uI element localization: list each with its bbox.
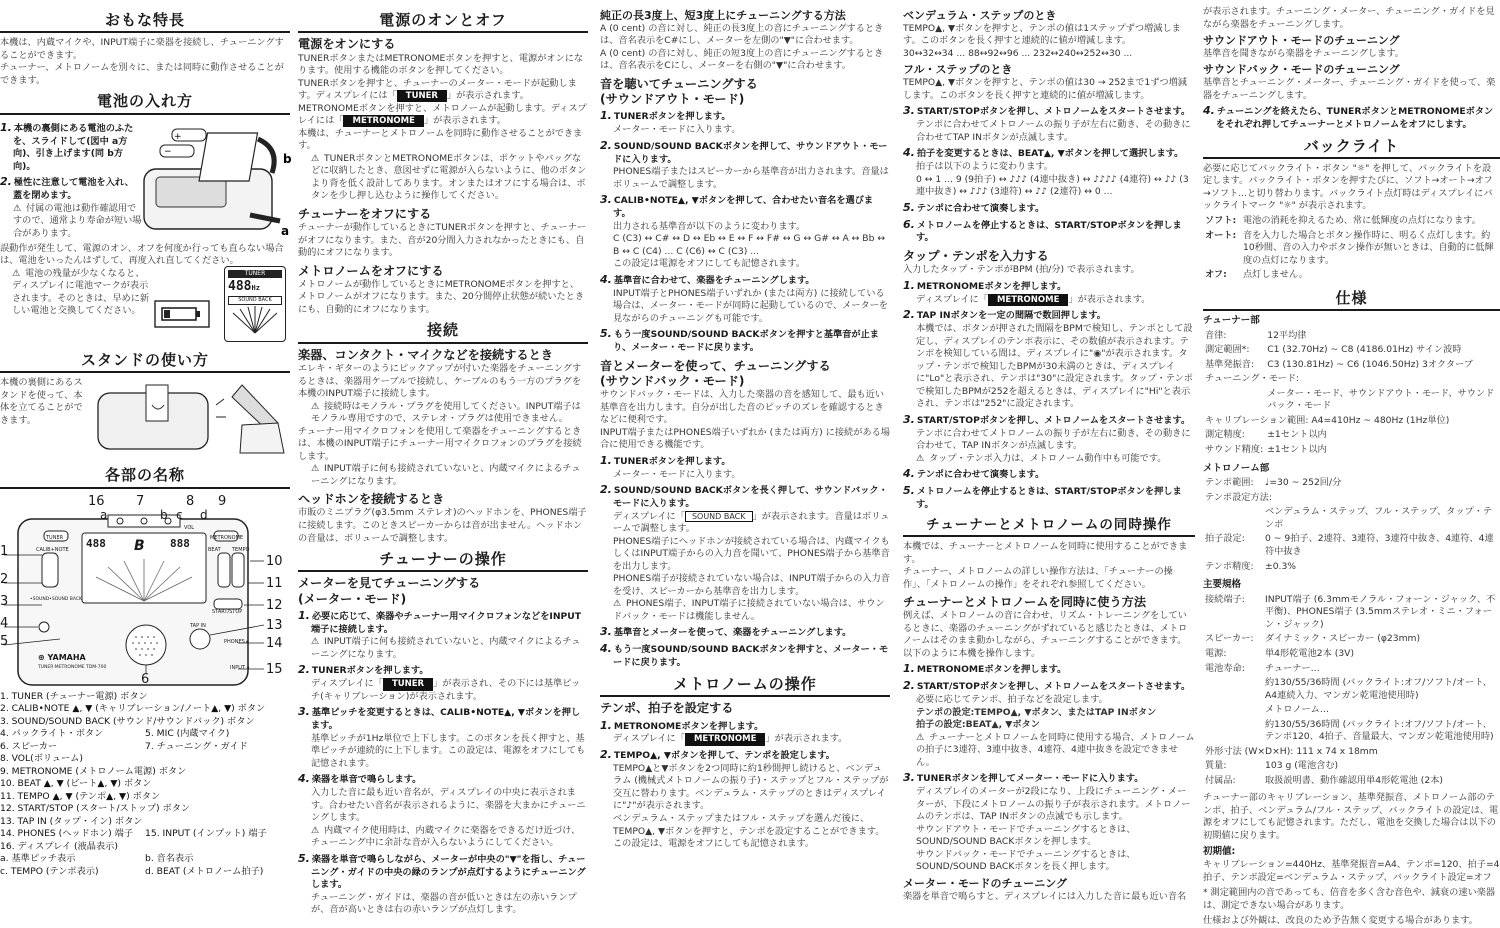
- paragraph: メーター・モードに入ります。: [613, 468, 741, 480]
- spec-group-title: チューナー部: [1203, 314, 1260, 326]
- list-item: a. 基準ピッチ表示: [0, 853, 76, 865]
- step: 2. SOUND/SOUND BACKボタンを長く押して、サウンドバック・モードに入ります。: [600, 483, 888, 510]
- warning-icon: ⚠: [916, 452, 925, 464]
- step: 4. 基準音に合わせて、楽器をチューニングします。: [600, 272, 815, 286]
- paragraph: チューナー部のキャリブレーション、基準発振音、メトロノーム部のテンポ、拍子、ベンデュラム/フル・ステップ、バックライトの設定は、電源をオフにしても記憶されます。ただし、電池を交換した場合は以下の初期値に戻ります。: [1203, 792, 1499, 841]
- svg-text:−: −: [164, 146, 172, 157]
- table-row: オフ: 点灯しません。: [1205, 269, 1308, 281]
- heading-stand: スタンドの使い方: [0, 350, 290, 373]
- note: ⚠ 接続時はモノラル・プラグを使用してください。INPUT端子はモノラル専用ですので、ステレオ・プラグは使用できません。: [311, 400, 581, 425]
- stand-illustration: [92, 377, 290, 461]
- list-item: 13. TAP IN (タップ・イン) ボタン: [0, 815, 143, 827]
- step: 3. CALIB•NOTE▲, ▼ボタンを押して、合わせたい音名を選びます。: [600, 193, 874, 220]
- paragraph: この設定は電源をオフにしても記憶されます。: [613, 258, 805, 270]
- svg-text:+: +: [174, 131, 182, 142]
- subheading: メトロノームをオフにする: [298, 263, 444, 278]
- step: 4. チューニングを終えたら、TUNERボタンとMETRONOMEボタンをそれぞれ押してチューナーとメトロノームをオフにします。: [1203, 104, 1494, 131]
- device-model: TUNER·METRONOME TDM-700: [38, 664, 107, 670]
- list-item: 16. ディスプレイ (液晶表示): [0, 840, 118, 852]
- column-5: [1203, 6, 1500, 927]
- table-row: オート: 音を入力した場合とボタン操作時に、明るく点灯します。約10秒間、音の入力やボタン操作が無いときは、自動的に低輝度の点灯になります。: [1205, 229, 1494, 266]
- fig-label-b: b: [283, 151, 292, 166]
- list-item: 3. SOUND/SOUND BACK (サウンド/サウンドバック) ボタン: [0, 715, 255, 727]
- footnote: * 測定範囲内の音であっても、倍音を多く含む音色や、減衰の速い楽器は、測定できない場合があります。: [1203, 887, 1496, 911]
- paragraph: TEMPO▲, ▼ボタンを押すと、テンポの値は1ステップずつ増減します。このボタンを長く押すと連続的に値が増減します。: [903, 22, 1181, 47]
- tuner-display-label: TUNER: [397, 90, 447, 102]
- heading-tuner: チューナーの操作: [298, 549, 588, 572]
- table-row: ソフト: 電池の消耗を抑えるため、常に低輝度の点灯になります。: [1205, 215, 1481, 226]
- paragraph: 楽器を単音で鳴らすと、ディスプレイには入力した音に最も近い音名: [903, 890, 1187, 902]
- paragraph: メーター・モードに入ります。: [613, 124, 741, 136]
- list-item: 6. スピーカー: [0, 740, 58, 752]
- paragraph: が表示されます。チューニング・メーター、チューニング・ガイドを見ながら楽器をチューニングします。: [1203, 6, 1495, 30]
- paragraph: 拍子は以下のように変わります。: [916, 161, 1054, 173]
- callout-12: 12: [266, 597, 283, 613]
- paragraph: TEMPO▲と▼ボタンを2つ同時に約1秒間押し続けると、ベンデュラム (機械式メトロノームの振り子)・ステップとフル・ステップが交互に替わります。ベンデュラム・ステップのときはディスプレイに"♪"が表示されます。: [613, 762, 889, 812]
- step: 3. START/STOPボタンを押し、メトロノームをスタートさせます。: [903, 412, 1191, 426]
- table-row: キャリブレーション範囲: A4=410Hz ~ 480Hz (1Hz単位): [1205, 414, 1450, 426]
- step: 1. 本機の裏側にある電池のふたを、スライドして(図中 a方向)、引き上げます(同 b方向)。: [0, 120, 134, 172]
- paragraph: 基準ピッチが1Hz単位で上下します。このボタンを長く押すと、基準ピッチが連続的に上下します。この設定は、電源をオフにしても記憶されます。: [311, 732, 586, 769]
- paragraph: 拍子の設定:BEAT▲, ▼ボタン: [916, 719, 1040, 731]
- paragraph: TUNERボタンまたはMETRONOMEボタンを押すと、電源がオンになります。使用する機能のボタンを押してください。: [298, 52, 584, 77]
- paragraph: A (0 cent) の音に対し、純正の長3度上の音にチューニングするときは、音名表示をC#にし、メーターを左側の"▼"に合わせます。: [600, 22, 884, 47]
- paragraph: PHONES端子にヘッドホンが接続されている場合は、内蔵マイクもしくはINPUT端子からの入力音を聞いて、PHONES端子から基準音を出力します。: [613, 535, 890, 572]
- table-row: メトロノーム…: [1265, 704, 1330, 716]
- list-item: 9. METRONOME (メトロノーム電源) ボタン: [0, 765, 187, 777]
- callout-5: 5: [0, 633, 9, 649]
- heading-main-features: おもな特長: [0, 10, 290, 33]
- column-2: [298, 6, 588, 916]
- step: 1. 必要に応じて、楽器やチューナー用マイクロフォンなどをINPUT端子に接続します。: [298, 608, 581, 635]
- callout-15: 15: [266, 661, 283, 677]
- parts-list: [0, 691, 290, 879]
- battery-section: [0, 119, 290, 243]
- spec-table-tuner: [1203, 328, 1500, 459]
- step: 3. TUNERボタンを押してメーター・モードに入ります。: [903, 771, 1144, 785]
- metronome-display-label: METRONOME: [988, 294, 1068, 306]
- spec-group-title: 主要規格: [1203, 579, 1242, 591]
- table-row: 外形寸法 (W×D×H): 111 x 74 x 18mm: [1205, 745, 1378, 757]
- list-item: 7. チューニング・ガイド: [145, 740, 248, 752]
- spec-table-metronome: [1203, 475, 1500, 575]
- callout-2: 2: [0, 571, 9, 587]
- subheading: メーター・モードのチューニング: [903, 877, 1068, 890]
- warning-icon: ⚠: [311, 400, 320, 412]
- table-row: 電源: 単4形乾電池2本 (3V): [1205, 648, 1355, 659]
- device-label-tapin: TAP IN: [190, 622, 206, 629]
- step: 2. SOUND/SOUND BACKボタンを押して、サウンドアウト・モードに入ります。: [600, 138, 888, 165]
- subheading: メーターを見てチューニングする (メーター・モード): [298, 576, 481, 606]
- paragraph: テンポの設定:TEMPO▲, ▼ボタン、またはTAP INボタン: [916, 706, 1157, 718]
- list-item: 5. MIC (内蔵マイク): [145, 728, 230, 740]
- battery-text: 誤動作が発生して、電源のオン、オフを何度か行っても直らない場合は、電池をいったんはずして、再度入れ直してください。: [0, 242, 284, 267]
- step: 4. 楽器を単音で鳴らします。: [298, 772, 422, 786]
- callout-7: 7: [136, 493, 145, 509]
- paragraph: 必要に応じてバックライト・ボタン "☼" を押して、バックライトを設定します。バックライト・ボタンを押すたびに、ソフト→オート→オフ→ソフト...と切り替わります。バックライト点灯時はディスプレイにバックライトマーク "☼" が表示されます。: [1203, 162, 1493, 212]
- battery-illustration: [140, 119, 290, 241]
- list-item: 8. VOL(ボリューム): [0, 753, 83, 765]
- heading-battery: 電池の入れ方: [0, 91, 290, 114]
- table-row: 拍子設定: 0 ~ 9拍子、2連符、3連符、3連符中抜き、4連符、4連符中抜き: [1205, 533, 1494, 557]
- sound-back-display-label: SOUND BACK: [685, 511, 753, 523]
- spec-group-title: 初期値:: [1203, 846, 1236, 858]
- paragraph: A (0 cent) の音に対し、純正の短3度上の音にチューニングするときは、音名表示をCにし、メーターを右側の"▼"に合わせます。: [600, 47, 884, 72]
- table-row: スピーカー: ダイナミック・スピーカー (φ23mm): [1205, 633, 1421, 645]
- paragraph: チューナーが動作しているときにTUNERボタンを押すと、チューナーがオフになります。また、音が20分間入力されなかったときにも、自動的にオフになります。: [298, 222, 587, 259]
- warning-icon: ⚠: [311, 824, 320, 836]
- paragraph: チューナー、メトロノームの詳しい操作方法は、「チューナーの操作」、「メトロノームの操作」をそれぞれ参照してください。: [903, 566, 1173, 590]
- subheading: 音を聴いてチューニングする (サウンドアウト・モード): [600, 76, 758, 107]
- note: ⚠ PHONES端子、INPUT端子に接続されていない場合は、サウンドバック・モードは機能しません。: [613, 598, 885, 622]
- callout-8: 8: [186, 493, 195, 509]
- callout-13: 13: [266, 617, 283, 633]
- paragraph: チューニング・ガイドは、楽器の音が低いときは左の赤いランプが、音が高いときは右の赤いランプが点灯します。: [311, 891, 577, 916]
- callout-a: a: [100, 507, 108, 522]
- table-row: 付属品: 取扱説明書、動作確認用単4形乾電池 (2本): [1205, 774, 1443, 786]
- list-item: b. 音名表示: [145, 853, 194, 865]
- step: 4. テンポに合わせて演奏します。: [903, 467, 1045, 481]
- callout-b: b: [160, 507, 168, 522]
- heading-parts: 各部の名称: [0, 465, 290, 488]
- paragraph: 基準音を聞きながら楽器をチューニングします。: [1203, 47, 1404, 59]
- note: ⚠ タップ・テンポ入力は、メトロノーム動作中も可能です。: [916, 452, 1167, 464]
- subheading: ベンデュラム・ステップのとき: [903, 9, 1057, 22]
- paragraph: サウンドバック・モードは、入力した楽器の音を感知して、最も近い基準音を出力します。自分が出した音のピッチのズレを確認するときなどに便利です。: [600, 389, 885, 426]
- battery-warning: ⚠ 電池の残量が少なくなると、ディスプレイに電池マークが表示されます。そのときは、早めに新しい電池と交換してください。 TUNER 488Hz SOUND BACK: [0, 268, 290, 346]
- subheading: サウンドバック・モードのチューニング: [1203, 63, 1400, 77]
- table-row: ベンデュラム・ステップ、フル・ステップ、タップ・テンポ: [1265, 506, 1493, 530]
- callout-6: 6: [141, 671, 150, 687]
- device-diagram: [0, 493, 290, 689]
- warning-icon: ⚠: [613, 598, 622, 610]
- paragraph: 例えば、メトロノームの音に合わせ、リズム・トレーニングをしているときに、楽器のチューニングがずれていると感じたときは、メトロノームはそのまま動かしながら、チューニングすることができます。以下のように本機を操作します。: [903, 610, 1188, 659]
- table-row: チューニング・モード:: [1205, 373, 1300, 385]
- step: 1. TUNERボタンを押します。: [600, 109, 731, 123]
- features-text: チューナー、メトロノームを別々に、または同時に動作させることができます。: [0, 62, 284, 86]
- heading-metronome: メトロノームの操作: [600, 674, 890, 697]
- subheading: チューナーをオフにする: [298, 206, 432, 221]
- paragraph: テンポに合わせてメトロノームの振り子が左右に動き、その動きに合わせて、TAP INボタンが点滅します。: [916, 427, 1191, 452]
- device-label-input: INPUT ◂: [230, 664, 250, 671]
- device-label-beat: BEAT: [208, 546, 221, 553]
- paragraph: チューナー用マイクロフォンを使用して楽器をチューニングするときは、本機のINPUT端子にチューナー用マイクロフォンのプラグを接続します。: [298, 425, 582, 462]
- device-lcd-tempo: 888: [170, 536, 190, 550]
- step: 3. START/STOPボタンを押し、メトロノームをスタートさせます。: [903, 104, 1191, 118]
- paragraph: サウンドアウト・モードでチューニングするときは、SOUND/SOUND BACKボタンを押します。: [916, 823, 1136, 848]
- column-3: [600, 6, 890, 905]
- paragraph: 出力される基準音が以下のように変わります。: [613, 220, 806, 232]
- paragraph: 本機では、チューナーとメトロノームを同時に使用することができます。: [903, 541, 1188, 565]
- step: 1. TUNERボタンを押します。: [600, 453, 731, 467]
- column-1: [0, 6, 290, 905]
- beat-sequence: 0 ↔ 1 ... 9 (9拍子) ↔ ♪♪♪ (4連中抜き) ↔ ♪♪♪♪ (4連符) ↔ ♪♪ (3連中抜き) ↔ ♪♪♪ (3連符) ↔ ♪♪ (2連符) ↔ 0 ...: [916, 173, 1189, 198]
- step: 5. 楽器を単音で鳴らしながら、メーターが中央の"▼"を指し、チューニング・ガイドの中央の緑のランプが点灯するようにチューニングします。: [298, 851, 586, 891]
- step: 2. 極性に注意して電池を入れ、蓋を閉めます。: [0, 175, 134, 202]
- warning-icon: ⚠: [13, 202, 22, 214]
- table-row: 質量: 103 g (電池含む): [1205, 760, 1339, 772]
- subheading: チューナーとメトロノームを同時に使う方法: [903, 595, 1147, 610]
- heading-connection: 接続: [298, 320, 588, 343]
- table-row: 音律: 12平均律: [1205, 329, 1307, 341]
- list-item: 1. TUNER (チューナー電源) ボタン: [0, 690, 148, 702]
- step: 1. METRONOMEボタンを押します。: [600, 718, 764, 732]
- subheading: フル・ステップのとき: [903, 63, 1013, 77]
- table-row: 測定範囲*: C1 (32.70Hz) ~ C8 (4186.01Hz) サイン波時: [1205, 344, 1462, 356]
- table-row: 約130/55/36時間 (バックライト:オフ/ソフト/オート、A4連続入力、マンガン乾電池使用時): [1265, 677, 1492, 701]
- step: 3. 基準音とメーターを使って、楽器をチューニングします。: [600, 625, 852, 639]
- list-item: 11. TEMPO ▲, ▼ (テンポ▲, ▼) ボタン: [0, 790, 161, 802]
- list-item: 15. INPUT (インプット) 端子: [145, 828, 267, 840]
- warning-icon: ⚠: [916, 731, 925, 743]
- subheading: 音とメーターを使って、チューニングする (サウンドバック・モード): [600, 358, 831, 389]
- paragraph: キャリブレーション=440Hz、基準発振音=A4、テンポ=120、拍子=4拍子、テンポ設定=ベンデュラム・ステップ、バックライト設定=オフ: [1203, 859, 1500, 883]
- note: ⚠ TUNERボタンとMETRONOMEボタンは、ポケットやバッグなどに収納したとき、意図せずに電源が入らないように、他のボタンより背を低く設計してあります。オンまたはオフにする場合は、ボタンを少し押し込むように操作してください。: [311, 152, 587, 202]
- spec-group-title: メトロノーム部: [1203, 462, 1270, 474]
- step: 5. テンポに合わせて演奏します。: [903, 200, 1045, 214]
- warning-icon: ⚠: [12, 267, 21, 279]
- spec-table-main: [1203, 592, 1500, 789]
- subheading: ヘッドホンを接続するとき: [298, 492, 445, 507]
- table-row: テンポ範囲: ♩=30 ~ 252回/分: [1205, 477, 1342, 489]
- paragraph: 本機は、チューナーとメトロノームを同時に動作させることができます。: [298, 127, 583, 152]
- table-row: テンポ設定方法:: [1205, 491, 1272, 503]
- paragraph: PHONES端子またはスピーカーから基準音が出力されます。音量はボリュームで調整します。: [613, 166, 889, 190]
- paragraph: ディスプレイに「 METRONOME 」が表示されます。: [916, 293, 1151, 305]
- callout-c: c: [176, 507, 183, 522]
- paragraph: 市販のミニプラグ(φ3.5mm ステレオ)のヘッドホンを、PHONES端子に接続します。このときスピーカーからは音が出ません。ヘッドホンの音量は、ボリュームで調整します。: [298, 507, 587, 544]
- device-label-calib: CALIB+NOTE: [36, 546, 69, 553]
- paragraph: テンポに合わせてメトロノームの振り子が左右に動き、その動きに合わせてTAP INボタンが点滅します。: [916, 119, 1191, 143]
- list-item: 12. START/STOP (スタート/ストップ) ボタン: [0, 803, 191, 815]
- paragraph: INPUT端子またはPHONES端子いずれか (または両方) に接続がある場合に使用できる機能です。: [600, 426, 890, 451]
- device-lcd-calib: 488: [86, 536, 106, 550]
- paragraph: 基準音とチューニング・メーター、チューニング・ガイドを使って、楽器をチューニングします。: [1203, 77, 1496, 101]
- list-item: 10. BEAT ▲, ▼ (ビート▲, ▼) ボタン: [0, 778, 152, 790]
- device-brand: ⊛ YAMAHA: [38, 652, 86, 662]
- heading-backlight: バックライト: [1203, 136, 1500, 159]
- paragraph: ディスプレイに「 METRONOME 」が表示されます。: [613, 733, 848, 745]
- stand-section: [0, 377, 290, 461]
- tempo-sequence: 30↔32↔34 ... 88↔92↔96 ... 232↔240↔252↔30 ...: [903, 47, 1133, 59]
- stand-text: 本機の裏側にあるスタンドを使って、本体を立てることができます。: [0, 377, 83, 426]
- paragraph: TUNERボタンを押すと、チューナーのメーター・モードが起動します。ディスプレイには「 TUNER 」が表示されます。: [298, 77, 577, 102]
- note: ⚠ INPUT端子に何も接続されていないと、内蔵マイクによるチューニングになります。: [311, 636, 581, 660]
- paragraph: ディスプレイのメーターが2段になり、上段にチューニング・メーターが、下段にメトロノームの振り子が表示されます。メトロノームのテンポは、TAP INボタンの点滅でも示します。: [916, 786, 1191, 823]
- paragraph: 本機では、ボタンが押された間隔をBPMで検知し、テンポとして設定し、ディスプレイのテンポ表示に、その数値が表示されます。テンポを検知している間は、ディスプレイに"◉"が表示されます。タップ・テンポで検知したBPMが30未満のときは、ディスプレイに"Lo"と表示され、テンポは"30"に設定されます。タップ・テンポで検知したBPMが252を超えるときは、ディスプレイに"Hi"と表示され、テンポは"252"に設定されます。: [916, 323, 1193, 410]
- step: 4. もう一度SOUND/SOUND BACKボタンを押すと、メーター・モードに戻ります。: [600, 642, 889, 669]
- step: 5. もう一度SOUND/SOUND BACKボタンを押すと基準音が止まり、メーター・モードに戻ります。: [600, 327, 879, 354]
- paragraph: METRONOMEボタンを押すと、メトロノームが起動します。ディスプレイには「 METRONOME 」が表示されます。: [298, 102, 587, 127]
- note: ⚠ 付属の電池は動作確認用ですので、通常より寿命が短い場合があります。: [13, 202, 142, 239]
- low-battery-icon: [152, 298, 214, 332]
- subheading: タップ・テンポを入力する: [903, 248, 1049, 263]
- footnote: 仕様および外観は、改良のため予告無く変更する場合があります。: [1203, 915, 1478, 927]
- step: 5. メトロノームを停止するときは、START/STOPボタンを押します。: [903, 484, 1182, 511]
- lcd-preview: TUNER 488Hz SOUND BACK: [224, 266, 286, 342]
- subheading: 楽器、コンタクト・マイクなどを接続するとき: [298, 347, 553, 362]
- paragraph: ディスプレイに「 SOUND BACK 」が表示されます。音量はボリュームで調整します。: [613, 510, 890, 535]
- paragraph: サウンドバック・モードでチューニングするときは、SOUND/SOUND BACKボタンを長く押します。: [916, 848, 1136, 873]
- list-item: 4. バックライト・ボタン: [0, 728, 104, 740]
- device-lcd-note: B: [134, 537, 145, 554]
- table-row: 約130/55/36時間 (バックライト:オフ/ソフト/オート、テンポ120、4拍子、音量最大、マンガン乾電池使用時): [1265, 718, 1494, 743]
- warning-icon: ⚠: [311, 152, 320, 164]
- callout-1: 1: [0, 543, 9, 559]
- heading-specs: 仕様: [1203, 288, 1500, 311]
- note: ⚠ チューナーとメトロノームを同時に使用する場合、メトロノームの拍子に3連符、3連中抜き、4連符、4連中抜きを設定できません。: [916, 731, 1195, 768]
- step: 2. TAP INボタンを一定の間隔で数回押します。: [903, 308, 1106, 322]
- callout-d: d: [200, 507, 208, 522]
- list-item: d. BEAT (メトロノーム拍子): [145, 865, 264, 877]
- step: 2. TUNERボタンを押します。: [298, 663, 429, 677]
- paragraph: TEMPO▲, ▼ボタンを押すと、テンポの値は30 → 252まで1ずつ増減します。このボタンを長く押すと連続的に値が増減します。: [903, 77, 1187, 101]
- table-row: 接続端子: INPUT端子 (6.3mmモノラル・フォーン・ジャック、不平衡)、PHONES端子 (3.5mmステレオ・ミニ・フォーン・ジャック): [1205, 593, 1496, 630]
- list-item: 14. PHONES (ヘッドホン) 端子: [0, 828, 134, 840]
- note-sequence: C (C3) ↔ C# ↔ D ↔ Eb ↔ E ↔ F ↔ F# ↔ G ↔ G# ↔ A ↔ Bb ↔ B ↔ C (C4) ... C (C6) ↔ C (C3) ...: [613, 233, 886, 257]
- paragraph: INPUT端子とPHONES端子いずれか (または両方) に接続している場合は、メーター・モードが同時に起動しているので、メーターを見ながらのチューニングも可能です。: [613, 287, 889, 324]
- paragraph: 入力した音に最も近い音名が、ディスプレイの中央に表示されます。合わせたい音名が表示されるように、楽器を大まかにチューニングします。: [311, 787, 586, 824]
- features-text: 本機は、内蔵マイクや、INPUT端子に楽器を接続し、チューニングすることができます。: [0, 37, 284, 61]
- subheading: 電源をオンにする: [298, 37, 396, 52]
- heading-simultaneous: チューナーとメトロノームの同時操作: [903, 516, 1195, 537]
- paragraph: PHONES端子が接続されていない場合は、INPUT端子からの入力音を受け、スピーカーから基準音を出力します。: [613, 573, 890, 597]
- table-row: 基準発振音: C3 (130.81Hz) ~ C6 (1046.50Hz) 3オクターブ: [1205, 358, 1473, 370]
- step: 2. TEMPO▲, ▼ボタンを押して、テンポを設定します。: [600, 747, 835, 761]
- paragraph: ディスプレイに「 TUNER 」が表示され、その下には基準ピッチ(キャリブレーション)が表示されます。: [311, 678, 581, 702]
- backlight-table: [1203, 213, 1500, 284]
- callout-4: 4: [0, 615, 9, 631]
- note: ⚠ INPUT端子に何も接続されていないと、内蔵マイクによるチューニングになります。: [311, 463, 581, 487]
- step: 6. メトロノームを停止するときは、START/STOPボタンを押します。: [903, 217, 1182, 244]
- table-row: サウンド精度: ±1セント以内: [1205, 444, 1327, 455]
- step: 1. METRONOMEボタンを押します。: [903, 278, 1067, 292]
- paragraph: 入力したタップ・テンポがBPM (拍/分) で表示されます。: [903, 264, 1140, 276]
- subheading: 純正の長3度上、短3度上にチューニングする方法: [600, 9, 846, 22]
- warning-icon: ⚠: [311, 636, 320, 648]
- device-label-metro: METRONOME: [210, 534, 244, 541]
- callout-10: 10: [266, 553, 283, 569]
- device-label-tuner: TUNER: [46, 534, 64, 541]
- warning-icon: ⚠: [311, 463, 320, 475]
- step: 2. START/STOPボタンを押し、メトロノームをスタートさせます。: [903, 679, 1191, 693]
- paragraph: ベンデュラム・ステップまたはフル・ステップを選んだ後に、TEMPO▲, ▼ボタンを押すと、テンポを設定することができます。この設定は、電源をオフにしても記憶されます。: [613, 812, 885, 850]
- subheading: テンポ、拍子を設定する: [600, 701, 734, 716]
- table-row: メーター・モード、サウンドアウト・モード、サウンドバック・モード: [1267, 387, 1495, 412]
- table-row: 測定精度: ±1セント以内: [1205, 429, 1327, 441]
- callout-9: 9: [218, 493, 227, 509]
- step: 3. 基準ピッチを変更するときは、CALIB•NOTE▲, ▼ボタンを押します。: [298, 705, 581, 732]
- paragraph: エレキ・ギターのようにピックアップが付いた楽器をチューニングするときは、楽器用ケーブルで接続し、ケーブルのもう一方のプラグを本機のINPUT端子に接続します。: [298, 363, 582, 400]
- step: 1. METRONOMEボタンを押します。: [903, 662, 1067, 676]
- metronome-display-label: METRONOME: [685, 733, 765, 745]
- callout-14: 14: [266, 635, 283, 651]
- column-4: [903, 6, 1195, 905]
- fig-label-a: a: [281, 223, 290, 238]
- device-label-sound: •SOUND•SOUND BACK: [30, 596, 82, 602]
- paragraph: メトロノームが動作しているときにMETRONOMEボタンを押すと、メトロノームがオフになります。また、20分間停止状態が続いたときにも、自動的にオフになります。: [298, 278, 585, 315]
- device-label-tempo: TEMPO: [232, 546, 250, 553]
- note: ⚠ 内蔵マイク使用時は、内蔵マイクに楽器をできるだけ近づけ、チューニング中に余計な音が入らないようにしてください。: [311, 824, 581, 849]
- device-label-phones: PHONES ▸: [224, 638, 249, 645]
- list-item: 2. CALIB•NOTE ▲, ▼ (キャリブレーション/ノート▲, ▼) ボタン: [0, 703, 266, 715]
- device-label-vol: VOL: [184, 524, 195, 531]
- device-label-startstop: START/STOP: [212, 608, 243, 615]
- step: 4. 拍子を変更するときは、BEAT▲, ▼ボタンを押して選択します。: [903, 146, 1184, 160]
- callout-16: 16: [88, 493, 105, 509]
- metronome-display-label: METRONOME: [343, 115, 423, 127]
- callout-3: 3: [0, 593, 9, 609]
- table-row: テンポ精度: ±0.3%: [1205, 560, 1297, 572]
- subheading: サウンドアウト・モードのチューニング: [1203, 34, 1400, 48]
- heading-power: 電源のオンとオフ: [298, 10, 588, 33]
- tuner-display-label: TUNER: [383, 678, 433, 690]
- list-item: c. TEMPO (テンポ表示): [0, 865, 99, 877]
- callout-11: 11: [266, 575, 283, 591]
- table-row: 電池寿命: チューナー…: [1205, 662, 1320, 674]
- paragraph: 必要に応じてテンポ、拍子などを設定します。: [916, 694, 1108, 706]
